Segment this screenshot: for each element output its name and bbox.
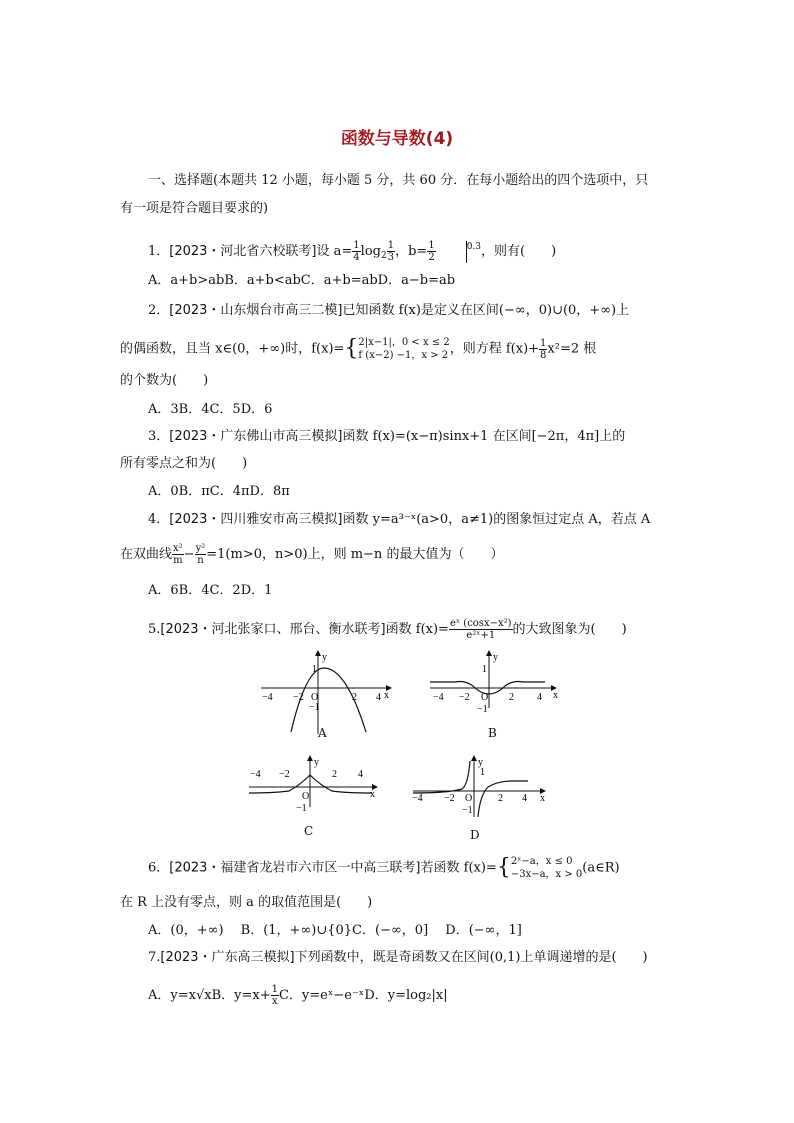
svg-text:−2: −2 [459, 692, 470, 703]
question-2-options: A．3B．4C．5D．6 [148, 402, 273, 417]
question-2-line3: 的个数为( ) [120, 373, 209, 388]
svg-text:−1: −1 [462, 805, 473, 816]
question-3: 3．[2023・广东佛山市高三模拟]函数 f(x)=(x−π)sinx+1 在区间[−2π，4π]上的 [148, 429, 626, 444]
intro-line2: 有一项是符合题目要求的) [120, 201, 269, 216]
svg-text:x: x [384, 690, 389, 701]
svg-text:−2: −2 [279, 769, 290, 780]
svg-text:y: y [314, 757, 319, 768]
question-1-options: A．a+b>abB．a+b<abC．a+b=abD．a−b=ab [148, 273, 456, 288]
svg-text:4: 4 [522, 793, 527, 804]
svg-text:−4: −4 [412, 793, 423, 804]
svg-text:x: x [540, 793, 545, 804]
question-4: 4．[2023・四川雅安市高三模拟]函数 y=a³⁻ˣ(a>0，a≠1)的图象恒过定点 A，若点 A [148, 512, 651, 527]
svg-text:O: O [311, 692, 319, 703]
graph-b-label: B [488, 726, 497, 740]
question-4-options: A．6B．4C．2D．1 [148, 583, 273, 598]
question-7: 7.[2023・广东高三模拟]下列函数中，既是奇函数又在区间(0,1)上单调递增的是( ) [148, 950, 648, 965]
svg-text:4: 4 [376, 692, 381, 703]
graph-a-label: A [318, 726, 327, 740]
svg-text:O: O [302, 791, 310, 802]
svg-text:2: 2 [498, 793, 503, 804]
svg-text:2: 2 [352, 692, 357, 703]
question-6-options: A．(0，+∞) B．(1，+∞)∪{0}C．(−∞，0] D．(−∞，1] [148, 923, 522, 938]
svg-text:−4: −4 [433, 692, 444, 703]
svg-text:1: 1 [480, 767, 485, 778]
graph-c [244, 755, 384, 815]
question-6: 6．[2023・福建省龙岩市六市区一中高三联考]若函数 f(x)={ 2ˣ−a，x ≤ 0 −3x−a，x > 0 (a∈R) [148, 855, 620, 880]
svg-text:y: y [493, 652, 498, 663]
question-7-options: A．y=x√xB．y=x+ $\frac{1}{x}$ C．y=eˣ−e⁻ˣD．y=log₂|x| [148, 984, 448, 1007]
page-title: 函数与导数(4) [340, 129, 454, 149]
svg-text:−1: −1 [477, 704, 488, 715]
graph-c-label: C [304, 824, 314, 838]
svg-text:−2: −2 [293, 692, 304, 703]
intro-line1: 一、选择题(本题共 12 小题，每小题 5 分，共 60 分．在每小题给出的四个选项中，只 [148, 173, 649, 188]
svg-text:2: 2 [332, 769, 337, 780]
svg-text:4: 4 [537, 692, 542, 703]
svg-text:−2: −2 [444, 793, 455, 804]
svg-text:1: 1 [312, 664, 317, 675]
question-1: 1．[2023・河北省六校联考]设 a= $\frac{1}{4}$ $\log_2$ $\frac{1}{3}$ ，b= $\frac{1}{2}$ $^{0.3}$，则有( ) [148, 240, 557, 263]
svg-text:1: 1 [482, 664, 487, 675]
question-2: 2．[2023・山东烟台市高三二模]已知函数 f(x)是定义在区间(−∞，0)∪(0，+∞)上 [148, 303, 630, 318]
svg-text:x: x [553, 690, 558, 701]
svg-text:−4: −4 [250, 769, 261, 780]
graph-d-label: D [470, 828, 480, 842]
question-4-line2: 在双曲线 $\frac{\text{x²}}{m}$ − $\frac{\text{y²}}{n}$ =1(m>0，n>0)上，则 m−n 的最大值为（ ） [120, 543, 504, 566]
svg-text:2: 2 [509, 692, 514, 703]
svg-text:y: y [478, 757, 483, 768]
graph-d [408, 755, 553, 825]
svg-text:−4: −4 [262, 692, 273, 703]
svg-text:x: x [370, 789, 375, 800]
question-6-line2: 在 R 上没有零点，则 a 的取值范围是( ) [120, 895, 373, 910]
svg-text:O: O [481, 692, 489, 703]
svg-text:−1: −1 [296, 803, 307, 814]
question-3-options: A．0B．πC．4πD．8π [148, 484, 290, 499]
svg-text:O: O [465, 793, 473, 804]
graph-b [425, 650, 565, 720]
svg-text:−1: −1 [309, 702, 320, 713]
svg-text:4: 4 [358, 769, 363, 780]
svg-text:y: y [322, 652, 327, 663]
question-3-line2: 所有零点之和为( ) [120, 456, 248, 471]
question-2-line2: 的偶函数，且当 x∈(0，+∞)时，f(x)={ 2|x−1|，0 < x ≤ 2 f (x−2) −1，x > 2 ，则方程 f(x)+ $\frac{1}{8}$ x²=2 根 [120, 336, 597, 361]
question-5: 5.[2023・河北张家口、邢台、衡水联考]函数 f(x)= $\frac{\text{eˣ (cosx−x²)}}{\text{e²ˣ+1}}$ 的大致图象为( ) [148, 618, 627, 641]
